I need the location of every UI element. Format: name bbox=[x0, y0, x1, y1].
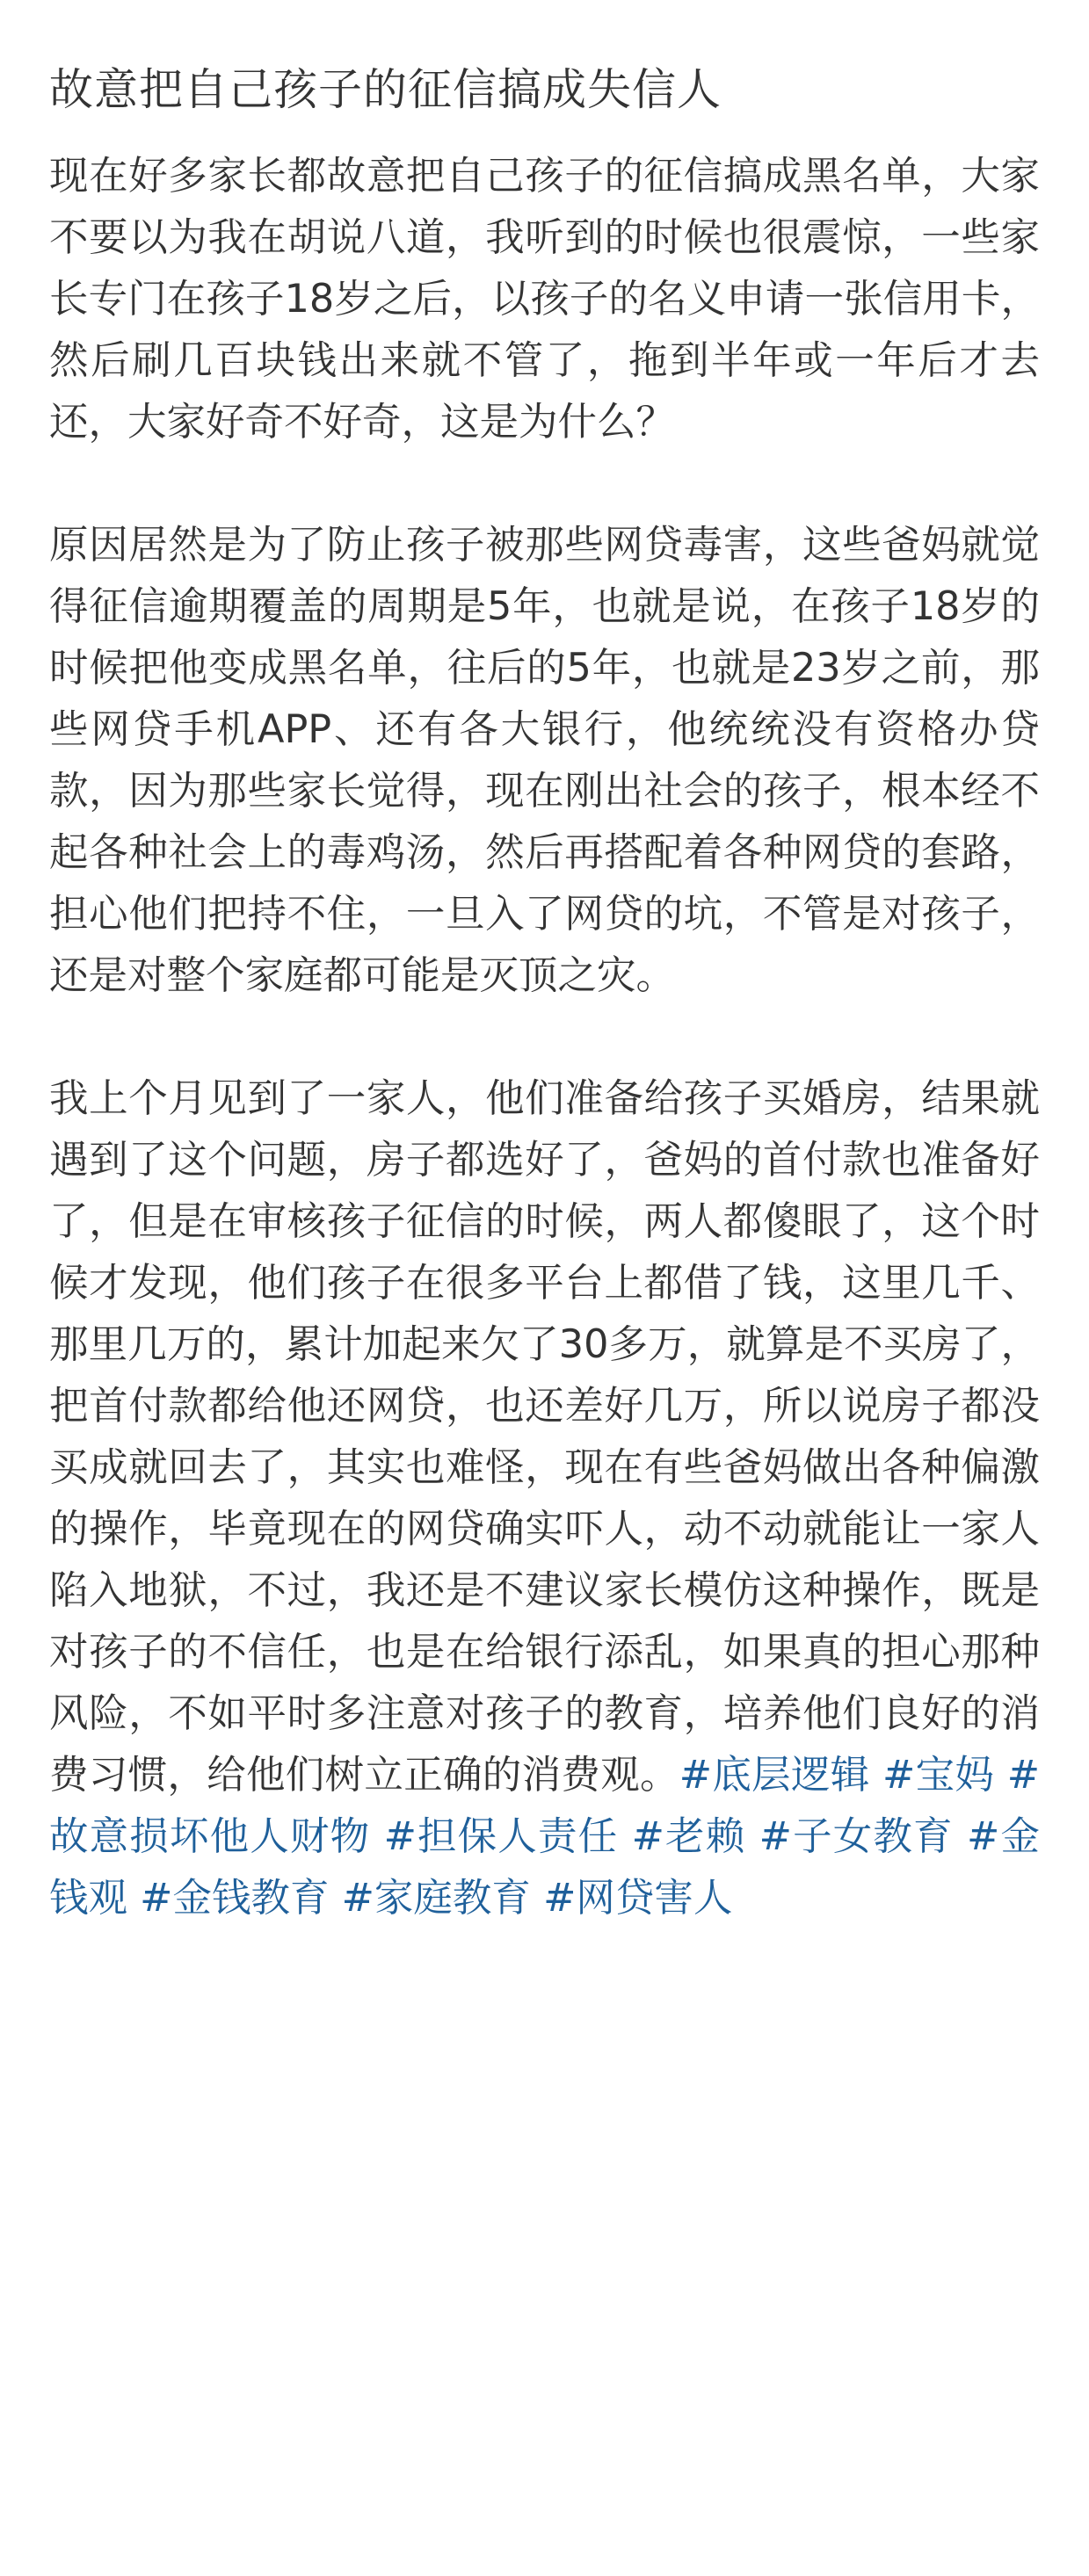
article-title: 故意把自己孩子的征信搞成失信人 bbox=[49, 64, 722, 115]
article-paragraph-1: 现在好多家长都故意把自己孩子的征信搞成黑名单，大家不要以为我在胡说八道，我听到的时候也很震惊，一些家长专门在孩子18岁之后，以孩子的名义申请一张信用卡，然后刷几百块钱出来就不管了，拖到半年或一年后才去还，大家好奇不好奇，这是为什么？ bbox=[49, 154, 1040, 445]
hashtag-link[interactable]: #网贷害人 bbox=[543, 1876, 733, 1921]
hashtag-link[interactable]: #家庭教育 bbox=[341, 1876, 531, 1921]
article-paragraph-3 bbox=[49, 1068, 1040, 1929]
article-paragraph-2: 原因居然是为了防止孩子被那些网贷毒害，这些爸妈就觉得征信逾期覆盖的周期是5年，也就是说，在孩子18岁的时候把他变成黑名单，往后的5年，也就是23岁之前，那些网贷手机APP、还有各大银行，他统统没有资格办贷款，因为那些家长觉得，现在刚出社会的孩子，根本经不起各种社会上的毒鸡汤，然后再搭配着各种网贷的套路，担心他们把持不住，一旦入了网贷的坑，不管是对孩子，还是对整个家庭都可能是灭顶之灾。 bbox=[49, 523, 1040, 998]
hashtag-link[interactable]: #底层逻辑 bbox=[679, 1753, 870, 1798]
paragraph-gap bbox=[49, 1007, 1040, 1068]
hashtag-link[interactable]: #金钱观 bbox=[49, 1814, 1040, 1921]
hashtag-link[interactable]: #担保人责任 bbox=[383, 1814, 619, 1859]
article bbox=[49, 54, 1040, 1929]
hashtag-link[interactable]: #子女教育 bbox=[759, 1814, 954, 1859]
hashtag-link[interactable]: #故意损坏他人财物 bbox=[49, 1753, 1040, 1859]
paragraph-gap bbox=[49, 453, 1040, 515]
hashtag-link[interactable]: #老赖 bbox=[631, 1814, 746, 1859]
hashtag-link[interactable]: #金钱教育 bbox=[140, 1876, 330, 1921]
article-paragraph-3-text: 我上个月见到了一家人，他们准备给孩子买婚房，结果就遇到了这个问题，房子都选好了，爸妈的首付款也准备好了，但是在审核孩子征信的时候，两人都傻眼了，这个时候才发现，他们孩子在很多平台上都借了钱，这里几千、那里几万的，累计加起来欠了30多万，就算是不买房了，把首付款都给他还网贷，也还差好几万，所以说房子都没买成就回去了，其实也难怪，现在有些爸妈做出各种偏激的操作，毕竟现在的网贷确实吓人，动不动就能让一家人陷入地狱，不过，我还是不建议家长模仿这种操作，既是对孩子的不信任，也是在给银行添乱，如果真的担心那种风险，不如平时多注意对孩子的教育，培养他们良好的消费习惯，给他们树立正确的消费观。 bbox=[49, 1076, 1040, 1798]
hashtag-link[interactable]: #宝妈 bbox=[882, 1753, 995, 1798]
